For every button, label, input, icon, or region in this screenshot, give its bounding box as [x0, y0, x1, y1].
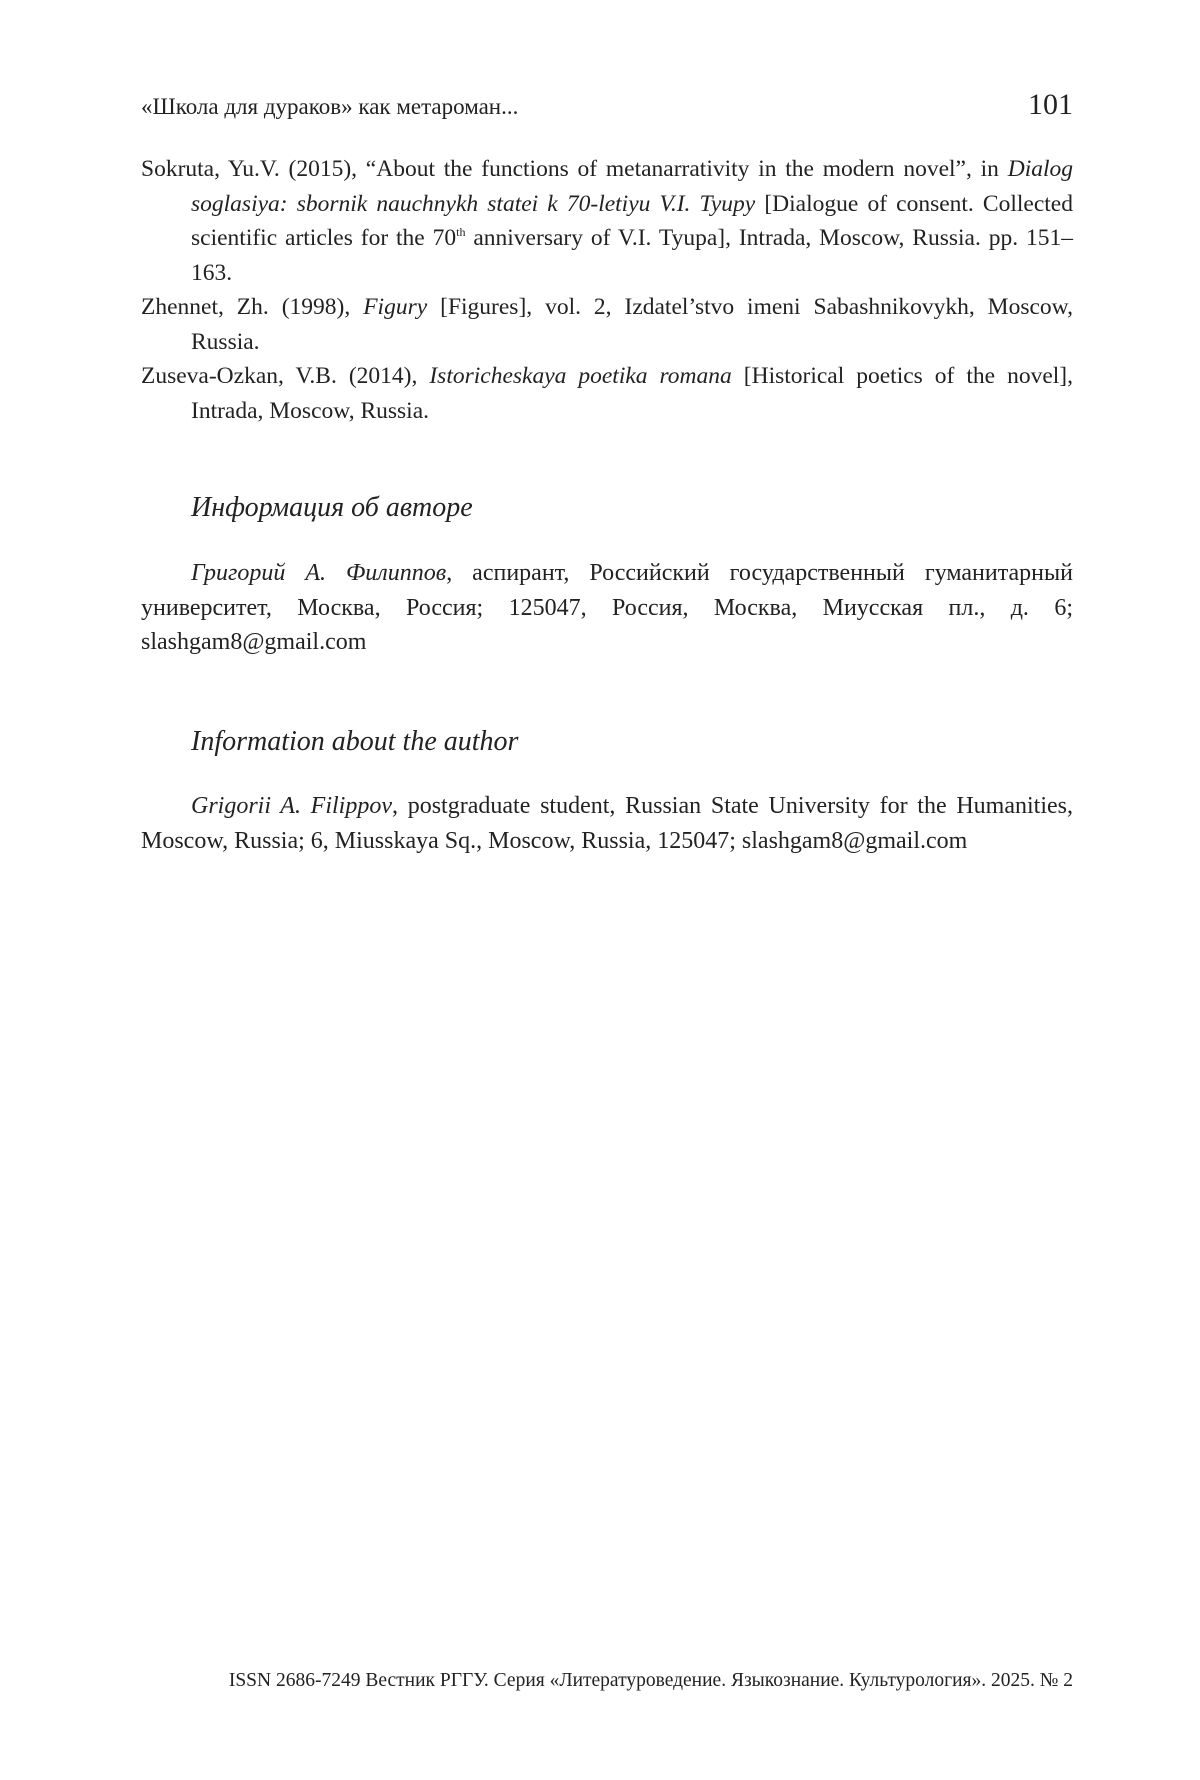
author-name: Григорий А. Филиппов — [191, 560, 447, 586]
ref-text: [Figures], vol. 2, Izdatel’stvo imeni Sabashnikovykh, Moscow, Russia. — [191, 294, 1073, 355]
author-info-heading-en: Information about the author — [191, 726, 519, 757]
ref-title: Figury — [363, 294, 428, 320]
author-info-heading-ru: Информация об авторе — [191, 492, 473, 523]
ref-text: Zuseva-Ozkan, V.B. (2014), — [141, 363, 430, 389]
ref-title: Dialog soglasiya: sbornik nauchnykh statei k 70-letiyu V.I. Tyupy — [191, 156, 1073, 217]
reference-item — [141, 290, 1073, 359]
ref-text: [Historical poetics of the novel], Intrada, Moscow, Russia. — [191, 363, 1073, 424]
page-number: 101 — [1028, 88, 1073, 121]
ref-text: anniversary of V.I. Tyupa], Intrada, Moscow, Russia. pp. 151–163. — [191, 225, 1073, 286]
reference-item — [141, 152, 1073, 290]
ref-text: [Dialogue of consent. Collected scientific articles for the 70 — [191, 190, 1073, 251]
author-details: , postgraduate student, Russian State University for the Humanities, Moscow, Russia; 6, Miusskaya Sq., Moscow, Russia, 125047; slashgam8@gmail.com — [141, 793, 1073, 854]
reference-item — [141, 359, 1073, 428]
author-info-ru — [141, 556, 1073, 660]
ref-sup: th — [456, 225, 466, 240]
author-name: Grigorii A. Filippov — [191, 793, 392, 819]
author-details: , аспирант, Российский государственный гуманитарный университет, Москва, Россия; 125047, Россия, Москва, Миусская пл., д. 6; slashgam8@gmail.com — [141, 560, 1073, 655]
reference-list — [141, 152, 1073, 428]
ref-text: Sokruta, Yu.V. (2015), “About the functions of metanarrativity in the modern novel”, in — [141, 156, 1008, 182]
page-footer: ISSN 2686-7249 Вестник РГГУ. Серия «Литературоведение. Языкознание. Культурология». 2025. № 2 — [228, 1670, 1073, 1691]
ref-text: Zhennet, Zh. (1998), — [141, 294, 364, 320]
running-title: «Школа для дураков» как метароман... — [141, 94, 519, 119]
running-header — [141, 88, 1073, 122]
ref-title: Istoricheskaya poetika romana — [429, 363, 732, 389]
author-info-en — [141, 789, 1073, 858]
